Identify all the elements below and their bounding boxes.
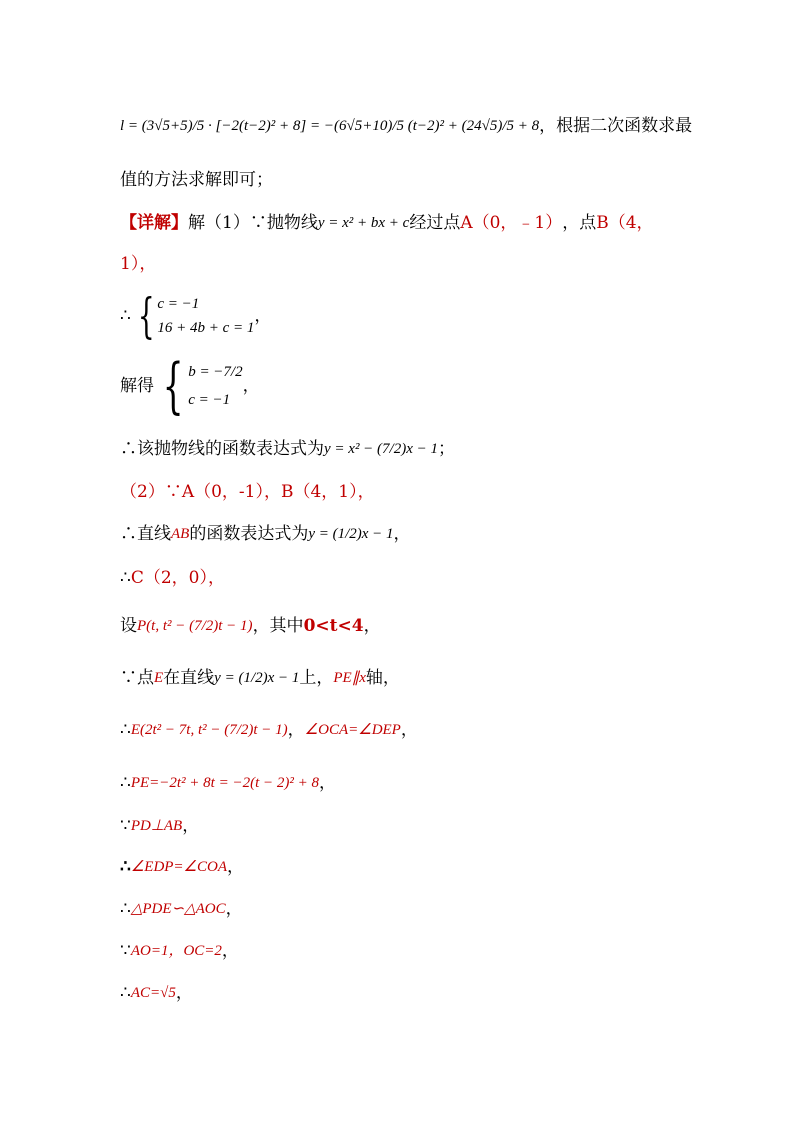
line-5 xyxy=(120,288,272,344)
similarity-statement: △PDE∽△AOC xyxy=(130,901,226,917)
text: ∴ xyxy=(120,857,131,877)
text: ， xyxy=(287,720,305,740)
perpendicular-statement: PD⊥AB xyxy=(130,818,183,834)
line-11 xyxy=(120,614,381,638)
text: ， xyxy=(393,524,411,544)
line-1 xyxy=(120,114,692,138)
math-expression: y = (1/2)x − 1 xyxy=(214,670,300,686)
math-expression: y = x² − (7/2)x − 1 xyxy=(324,441,438,457)
line-12 xyxy=(120,666,400,690)
text: ，其中 xyxy=(252,616,304,636)
equation-1: c = −1 xyxy=(157,296,200,312)
text: 经过点 xyxy=(409,213,461,233)
AC-length: AC=√5 xyxy=(130,985,176,1001)
text: ， xyxy=(175,983,193,1003)
equation-2: 16 + 4b + c = 1 xyxy=(157,320,255,336)
text: ， xyxy=(221,941,239,961)
text: ∴ xyxy=(120,720,131,740)
text: ； xyxy=(438,439,455,459)
text: ∴ xyxy=(120,899,131,919)
text: ， xyxy=(182,816,200,836)
text: ∴直线 xyxy=(120,524,171,544)
text: ， xyxy=(254,306,272,326)
line-6 xyxy=(120,351,260,421)
parallel-statement: PE∥x xyxy=(333,670,366,686)
line-13 xyxy=(120,718,418,742)
line-AB-label: AB xyxy=(171,526,190,542)
points-A-B: A（0，-1），B（4，1）， xyxy=(181,482,375,502)
line-10 xyxy=(120,566,225,590)
text: ， xyxy=(319,773,336,793)
line-19 xyxy=(120,981,193,1005)
text: 1）， xyxy=(120,254,157,274)
line-8 xyxy=(120,480,375,504)
text: 值的方法求解即可； xyxy=(120,170,273,190)
text: ∵ xyxy=(120,816,131,836)
solution-2: c = −1 xyxy=(188,392,231,408)
line-2 xyxy=(120,168,273,192)
text: ， xyxy=(363,616,381,636)
text: ∴该抛物线的函数表达式为 xyxy=(120,439,324,459)
text: ∵ xyxy=(120,941,131,961)
line-3 xyxy=(120,211,654,235)
angle-equality: ∠OCA=∠DEP xyxy=(304,722,401,738)
text: 在直线 xyxy=(163,668,215,688)
text: ， xyxy=(400,720,418,740)
line-17 xyxy=(120,897,243,921)
text: ， xyxy=(242,376,260,396)
point-P: P(t, t² − (7/2)t − 1) xyxy=(137,618,253,634)
math-expression: y = (1/2)x − 1 xyxy=(308,526,394,542)
math-expression: l = (3√5+5)/5 · [−2(t−2)² + 8] = −(6√5+10)/5 (t−2)² + (24√5)/5 + 8 xyxy=(120,118,540,134)
text: ， xyxy=(227,857,245,877)
equation-system: { c = −1 16 + 4b + c = 1 xyxy=(137,288,255,344)
line-9 xyxy=(120,522,411,546)
therefore-symbol: ∴ xyxy=(120,306,131,326)
text: 解得 xyxy=(120,376,154,396)
text: 解（1）∵抛物线 xyxy=(188,213,318,233)
PE-expression: PE=−2t² + 8t = −2(t − 2)² + 8 xyxy=(130,775,319,791)
text: ∴ xyxy=(120,773,131,793)
text: ， xyxy=(225,899,243,919)
angle-equality: ∠EDP=∠COA xyxy=(130,859,228,875)
text: 上， xyxy=(299,668,334,688)
lengths: AO=1，OC=2 xyxy=(130,943,222,959)
solution-system: { b = −7/2 c = −1 xyxy=(162,351,243,421)
text: ，点 xyxy=(562,213,597,233)
point-E: E xyxy=(154,670,164,686)
line-7 xyxy=(120,437,455,461)
solution-1: b = −7/2 xyxy=(188,364,243,380)
text: 轴， xyxy=(365,668,400,688)
detail-heading: 【详解】 xyxy=(120,213,188,233)
point-C: C（2，0）， xyxy=(130,568,225,588)
line-4 xyxy=(120,252,156,276)
line-18 xyxy=(120,939,239,963)
text: ∴ xyxy=(120,983,131,1003)
line-15 xyxy=(120,814,199,838)
math-expression: y = x² + bx + c xyxy=(317,215,410,231)
text: ∴ xyxy=(120,568,131,588)
text: 设 xyxy=(120,616,137,636)
point-B: B（4， xyxy=(596,213,654,233)
line-14 xyxy=(120,771,336,795)
point-A: A（0，﹣1） xyxy=(460,213,563,233)
text: ∵点 xyxy=(120,668,154,688)
point-E-coords: E(2t² − 7t, t² − (7/2)t − 1) xyxy=(130,722,288,738)
text: ，根据二次函数求最 xyxy=(539,116,693,136)
range: 0<t<4 xyxy=(303,616,364,636)
text: 的函数表达式为 xyxy=(189,524,309,544)
line-16 xyxy=(120,855,244,879)
text: （2）∵ xyxy=(120,482,182,502)
